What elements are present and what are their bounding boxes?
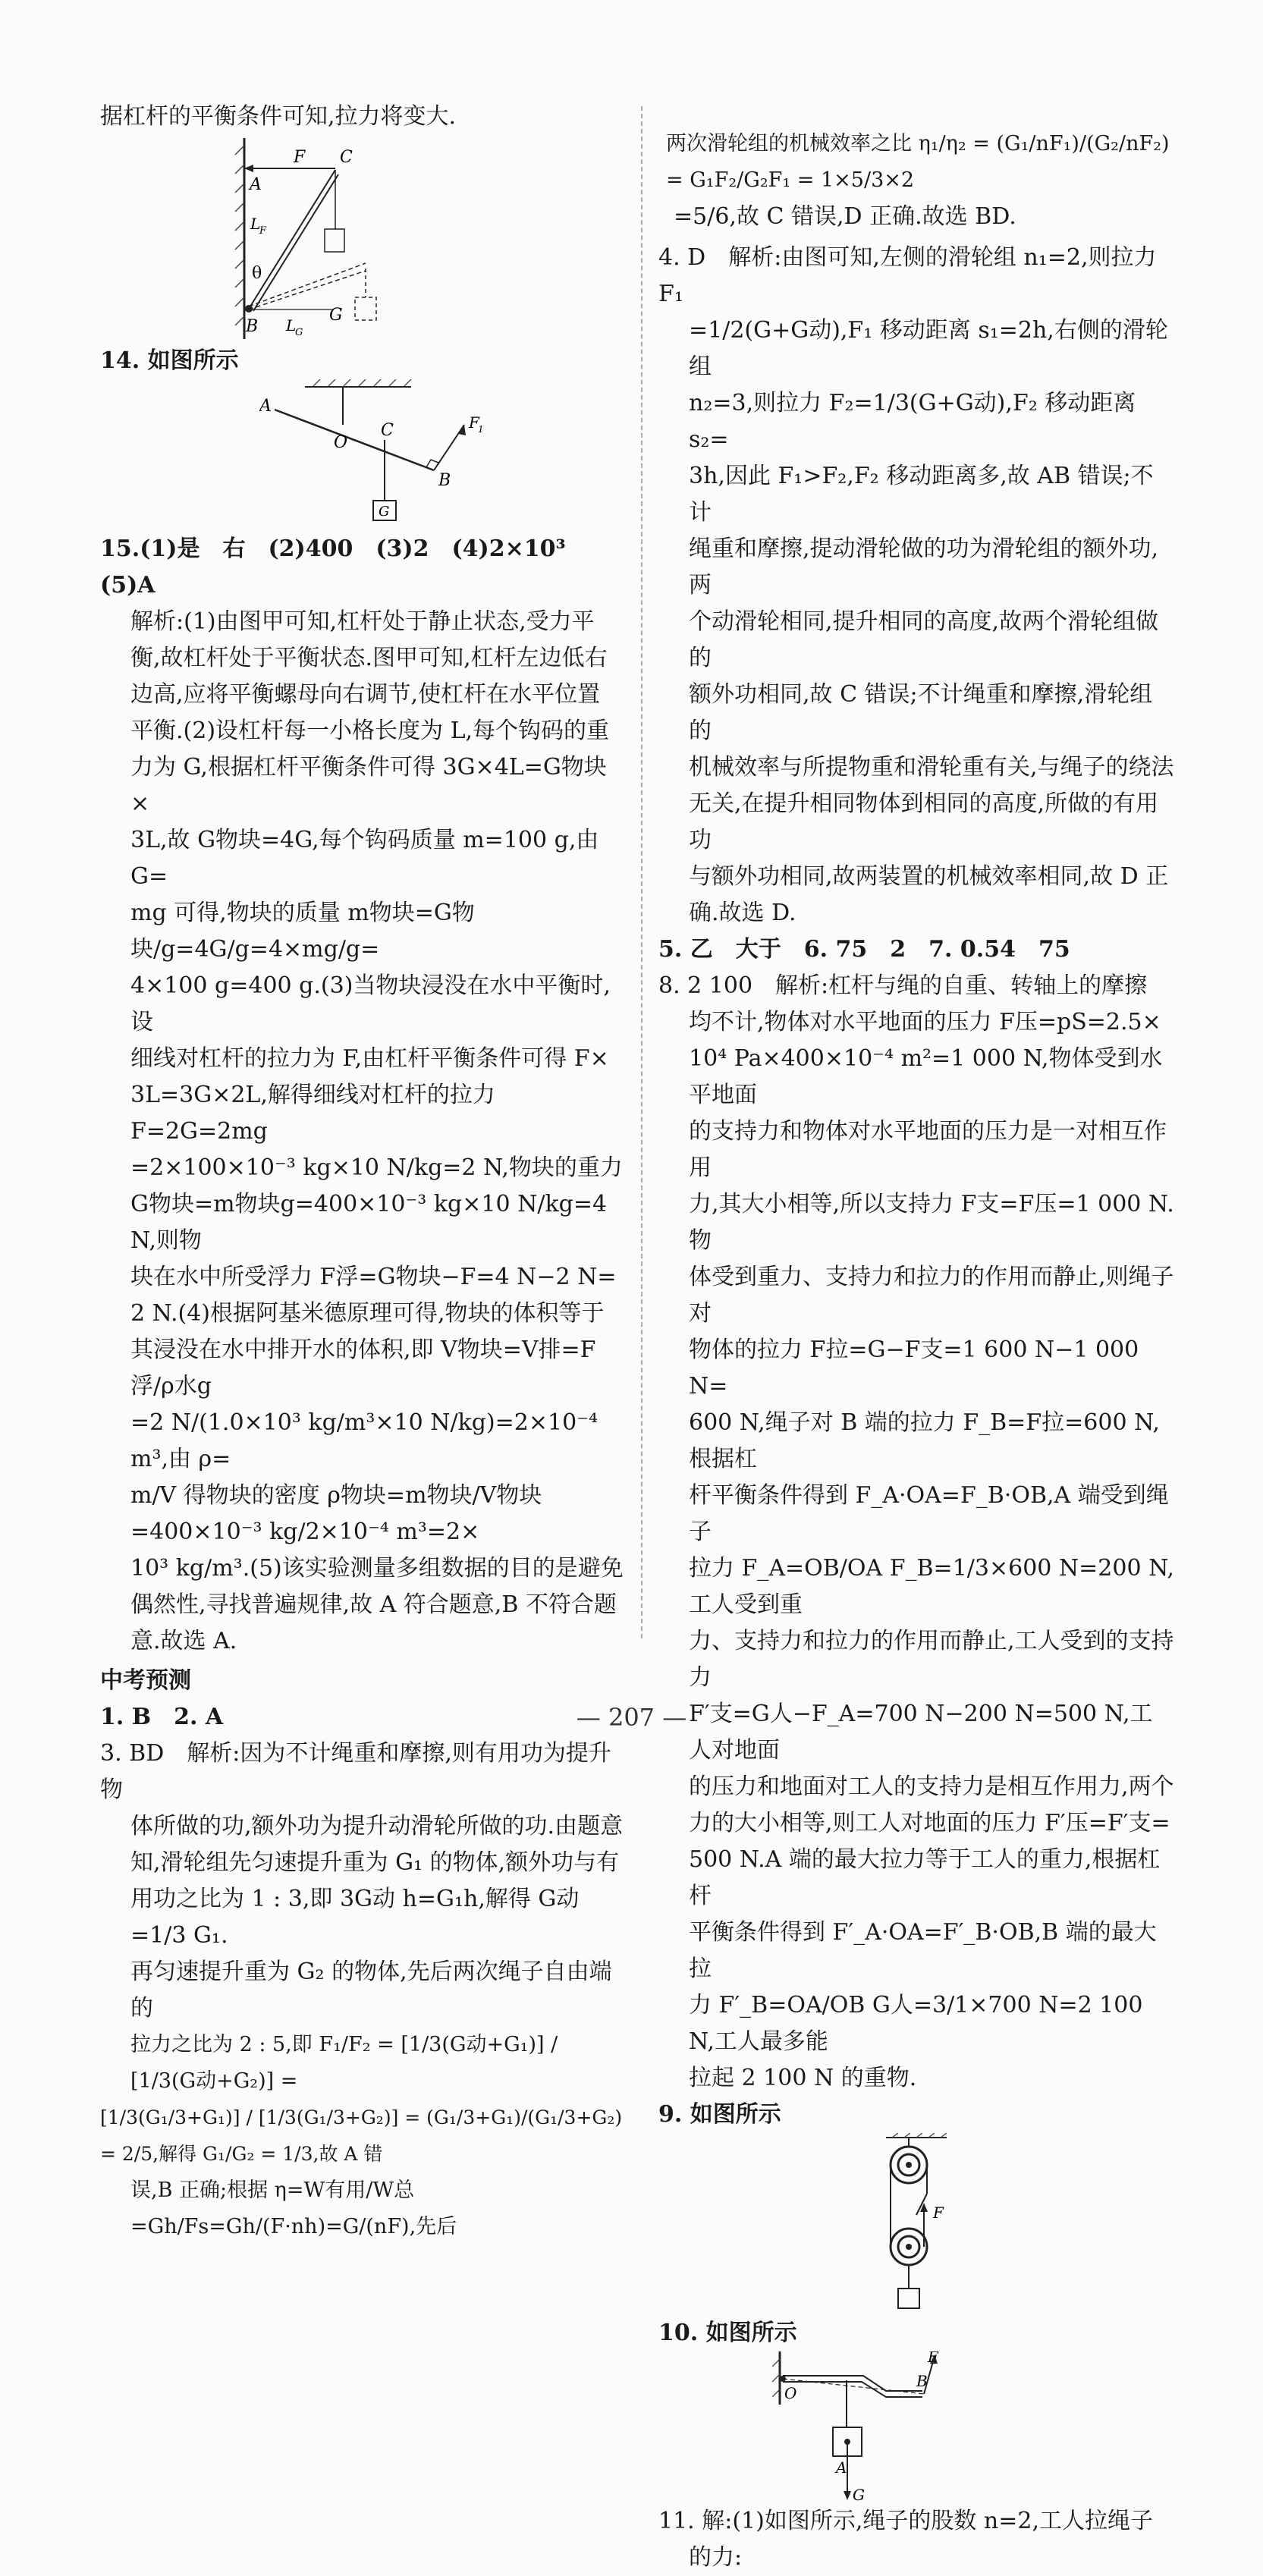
q8-line: 平衡条件得到 F′_A·OA=F′_B·OB,B 端的最大拉 (689, 1919, 1157, 1982)
question-8 (658, 968, 1174, 2097)
label-F: F (928, 2351, 938, 2366)
analysis-line: 意.故选 A. (130, 1628, 237, 1654)
right-column (658, 99, 1174, 2576)
q8-line: 拉起 2 100 N 的重物. (689, 2065, 917, 2091)
analysis-line: 力为 G,根据杠杆平衡条件可得 3G×4L=G物块× (130, 754, 607, 817)
q4-line: 与额外功相同,故两装置的机械效率相同,故 D 正 (689, 863, 1169, 890)
page-number-value: 207 (608, 1703, 655, 1732)
question-10: 10. 如图所示 (658, 2320, 797, 2346)
question-9: 9. 如图所示 (658, 2101, 781, 2128)
q3-line: 3. BD 解析:因为不计绳重和摩擦,则有用功为提升物 (100, 1740, 611, 1803)
label-G: G (379, 504, 390, 520)
questions-5-7: 5. 乙 大于 6. 75 2 7. 0.54 75 (658, 936, 1070, 963)
q4-line: 3h,因此 F₁>F₂,F₂ 移动距离多,故 AB 错误;不计 (689, 463, 1154, 526)
q4-line: 无关,在提升相同物体到相同的高度,所做的有用功 (689, 790, 1159, 853)
label-O: O (784, 2384, 797, 2402)
label-O: O (334, 433, 348, 452)
label-B: B (246, 317, 259, 336)
label-A: A (836, 2458, 847, 2477)
q4-line: 4. D 解析:由图可知,左侧的滑轮组 n₁=2,则拉力 F₁ (658, 244, 1157, 307)
q8-line: 均不计,物体对水平地面的压力 F压=pS=2.5× (689, 1009, 1161, 1035)
label-A: A (259, 397, 272, 416)
analysis-line: 块在水中所受浮力 F浮=G物块−F=4 N−2 N= (130, 1264, 617, 1290)
q4-line: 机械效率与所提物重和滑轮重有关,与绳子的绕法 (689, 754, 1174, 781)
analysis-line: =2×100×10⁻³ kg×10 N/kg=2 N,物块的重力 (130, 1154, 623, 1181)
label-C: C (381, 421, 394, 440)
analysis-line: 其浸没在水中排开水的体积,即 V物块=V排=F浮/ρ水g (130, 1337, 596, 1400)
q8-line: 拉力 F_A=OB/OA F_B=1/3×600 N=200 N,工人受到重 (689, 1555, 1174, 1618)
label-G: G (853, 2486, 865, 2503)
q4-line: 确.故选 D. (689, 900, 796, 926)
question-15-analysis (100, 604, 624, 1660)
q8-line: 体受到重力、支持力和拉力的作用而静止,则绳子对 (689, 1264, 1174, 1327)
analysis-line: 解析:(1)由图甲可知,杠杆处于静止状态,受力平 (130, 608, 595, 635)
q3-line: 体所做的功,额外功为提升动滑轮所做的功.由题意 (130, 1813, 624, 1839)
analysis-line: 10³ kg/m³.(5)该实验测量多组数据的目的是避免 (130, 1555, 624, 1582)
page-number (0, 1703, 1263, 1732)
q3-cont-line: =5/6,故 C 错误,D 正确.故选 BD. (674, 203, 1016, 230)
lever-figure-10 (772, 2351, 1030, 2503)
q8-line: 力 F′_B=OA/OB G人=3/1×700 N=2 100 N,工人最多能 (689, 1992, 1143, 2055)
lever-figure-13 (214, 138, 441, 343)
label-C: C (340, 148, 353, 167)
page-number-dash-left: — (576, 1703, 608, 1732)
label-F1-sub: 1 (478, 424, 484, 435)
question-3 (100, 1736, 624, 2245)
label-LG-sub: G (295, 327, 303, 338)
analysis-line: 3L=3G×2L,解得细线对杠杆的拉力 F=2G=2mg (130, 1082, 495, 1145)
q3-line: [1/3(G₁/3+G₁)] / [1/3(G₁/3+G₂)] = (G₁/3+G₁)/(G₁/3+G₂) = 2/5,解得 G₁/G₂ = 1/3,故 A 错 (100, 2106, 623, 2165)
question-14: 14. 如图所示 (100, 347, 239, 374)
q8-line: 500 N.A 端的最大拉力等于工人的重力,根据杠杆 (689, 1846, 1161, 1909)
question-4 (658, 240, 1174, 931)
label-A: A (250, 175, 262, 194)
q3-line: 知,滑轮组先匀速提升重为 G₁ 的物体,额外功与有 (130, 1849, 620, 1876)
q8-line: 的压力和地面对工人的支持力是相互作用力,两个 (689, 1773, 1174, 1800)
analysis-line: 偶然性,寻找普遍规律,故 A 符合题意,B 不符合题 (130, 1591, 617, 1618)
q8-line: 8. 2 100 解析:杠杆与绳的自重、转轴上的摩擦 (658, 972, 1148, 999)
analysis-line: 边高,应将平衡螺母向右调节,使杠杆在水平位置 (130, 681, 601, 708)
label-F: F (294, 148, 306, 167)
analysis-line: m/V 得物块的密度 ρ物块=m物块/V物块=400×10⁻³ kg/2×10⁻⁴ m³=2× (130, 1482, 542, 1545)
label-LG: L (286, 316, 297, 335)
analysis-line: 3L,故 G物块=4G,每个钩码质量 m=100 g,由 G= (130, 827, 599, 890)
q11-line: 11. 解:(1)如图所示,绳子的股数 n=2,工人拉绳子 (658, 2508, 1154, 2534)
q8-line: 600 N,绳子对 B 端的拉力 F_B=F拉=600 N,根据杠 (689, 1409, 1160, 1472)
q4-line: 个动滑轮相同,提升相同的高度,故两个滑轮组做的 (689, 608, 1159, 671)
q3-cont-line: 两次滑轮组的机械效率之比 η₁/η₂ = (G₁/nF₁)/(G₂/nF₂) = G₁F₂/G₂F₁ = 1×5/3×2 (666, 132, 1170, 192)
question-11 (658, 2503, 1174, 2576)
analysis-line: G物块=m物块g=400×10⁻³ kg×10 N/kg=4 N,则物 (130, 1191, 608, 1254)
q8-line: 力、支持力和拉力的作用而静止,工人受到的支持力 (689, 1628, 1174, 1691)
q4-line: 额外功相同,故 C 错误;不计绳重和摩擦,滑轮组的 (689, 681, 1153, 744)
q8-line: 10⁴ Pa×400×10⁻⁴ m²=1 000 N,物体受到水平地面 (689, 1045, 1163, 1108)
q8-line: 力的大小相等,则工人对地面的压力 F′压=F′支= (689, 1810, 1170, 1836)
q8-line: 的支持力和物体对水平地面的压力是一对相互作用 (689, 1118, 1167, 1181)
q11-line: 的力: (689, 2544, 743, 2571)
questions-1-2: 1. B 2. A (100, 1704, 224, 1730)
q8-line: 力,其大小相等,所以支持力 F支=F压=1 000 N.物 (689, 1191, 1174, 1254)
q8-line: 杆平衡条件得到 F_A·OA=F_B·OB,A 端受到绳子 (689, 1482, 1169, 1545)
analysis-line: 2 N.(4)根据阿基米德原理可得,物块的体积等于 (130, 1300, 605, 1327)
lever-figure-14 (259, 379, 487, 531)
label-G: G (329, 306, 343, 325)
q3-line: 误,B 正确;根据 η=W有用/W总=Gh/Fs=Gh/(F·nh)=G/(nF),先后 (130, 2179, 457, 2238)
q3-line: 拉力之比为 2 : 5,即 F₁/F₂ = [1/3(G动+G₁)] / [1/3(G动+G₂)] = (130, 2033, 558, 2093)
label-B: B (438, 471, 451, 490)
q8-line: F′支=G人−F_A=700 N−200 N=500 N,工人对地面 (689, 1701, 1153, 1764)
label-F1: F (469, 413, 479, 432)
analysis-line: 细线对杠杆的拉力为 F,由杠杆平衡条件可得 F× (130, 1045, 609, 1072)
analysis-line: 4×100 g=400 g.(3)当物块浸没在水中平衡时,设 (130, 972, 611, 1035)
q4-line: n₂=3,则拉力 F₂=1/3(G+G动),F₂ 移动距离 s₂= (689, 390, 1136, 453)
pulley-figure-9 (871, 2133, 962, 2315)
analysis-line: mg 可得,物块的质量 m物块=G物块/g=4G/g=4×mg/g= (130, 900, 475, 963)
column-divider (641, 106, 642, 1638)
q3-line: 用功之比为 1 : 3,即 3G动 h=G₁h,解得 G动=1/3 G₁. (130, 1886, 580, 1949)
analysis-line: 平衡.(2)设杠杆每一小格长度为 L,每个钩码的重 (130, 718, 610, 744)
q4-line: 绳重和摩擦,提动滑轮做的功为滑轮组的额外功,两 (689, 536, 1159, 598)
label-B: B (916, 2372, 928, 2390)
analysis-line: =2 N/(1.0×10³ kg/m³×10 N/kg)=2×10⁻⁴ m³,由 ρ= (130, 1409, 599, 1472)
label-F: F (933, 2204, 944, 2222)
label-LF-sub: F (259, 225, 267, 237)
analysis-line: 衡,故杠杆处于平衡状态.图甲可知,杠杆左边低右 (130, 645, 608, 671)
q4-line: =1/2(G+G动),F₁ 移动距离 s₁=2h,右侧的滑轮组 (689, 317, 1168, 380)
q3-line: 再匀速提升重为 G₂ 的物体,先后两次绳子自由端的 (130, 1959, 612, 2022)
q8-line: 物体的拉力 F拉=G−F支=1 600 N−1 000 N= (689, 1337, 1139, 1400)
intro-line: 据杠杆的平衡条件可知,拉力将变大. (100, 103, 457, 130)
question-15-answer: 15.(1)是 右 (2)400 (3)2 (4)2×10³ (5)A (100, 536, 589, 598)
label-theta: θ (252, 264, 262, 283)
label-LF: L (250, 215, 261, 233)
page-number-dash-right: — (655, 1703, 687, 1732)
left-column (100, 99, 624, 2245)
section-title: 中考预测 (100, 1667, 191, 1694)
